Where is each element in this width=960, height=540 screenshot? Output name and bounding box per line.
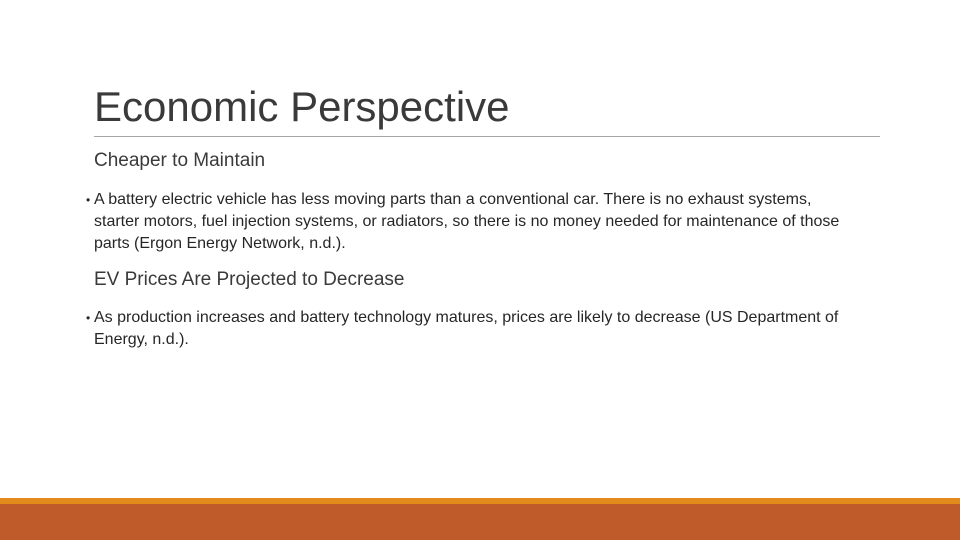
bullet-item-prices [86,307,846,351]
bullet-text: As production increases and battery technology matures, prices are likely to decrease (US Department of Energy, n.d.). [94,309,839,348]
section-heading-prices: EV Prices Are Projected to Decrease [94,269,405,290]
bullet-icon: • [86,311,91,325]
bullet-item-maintenance [86,189,846,255]
slide-title: Economic Perspective [94,83,510,130]
footer-accent-bar [0,504,960,540]
bullet-text: A battery electric vehicle has less moving parts than a conventional car. There is no exhaust systems, starter motors, fuel injection systems, or radiators, so there is no money needed for maintenance of those parts (Ergon Energy Network, n.d.). [94,191,840,252]
bullet-icon: • [86,193,91,207]
section-heading-maintenance: Cheaper to Maintain [94,150,266,171]
title-divider [94,136,880,137]
